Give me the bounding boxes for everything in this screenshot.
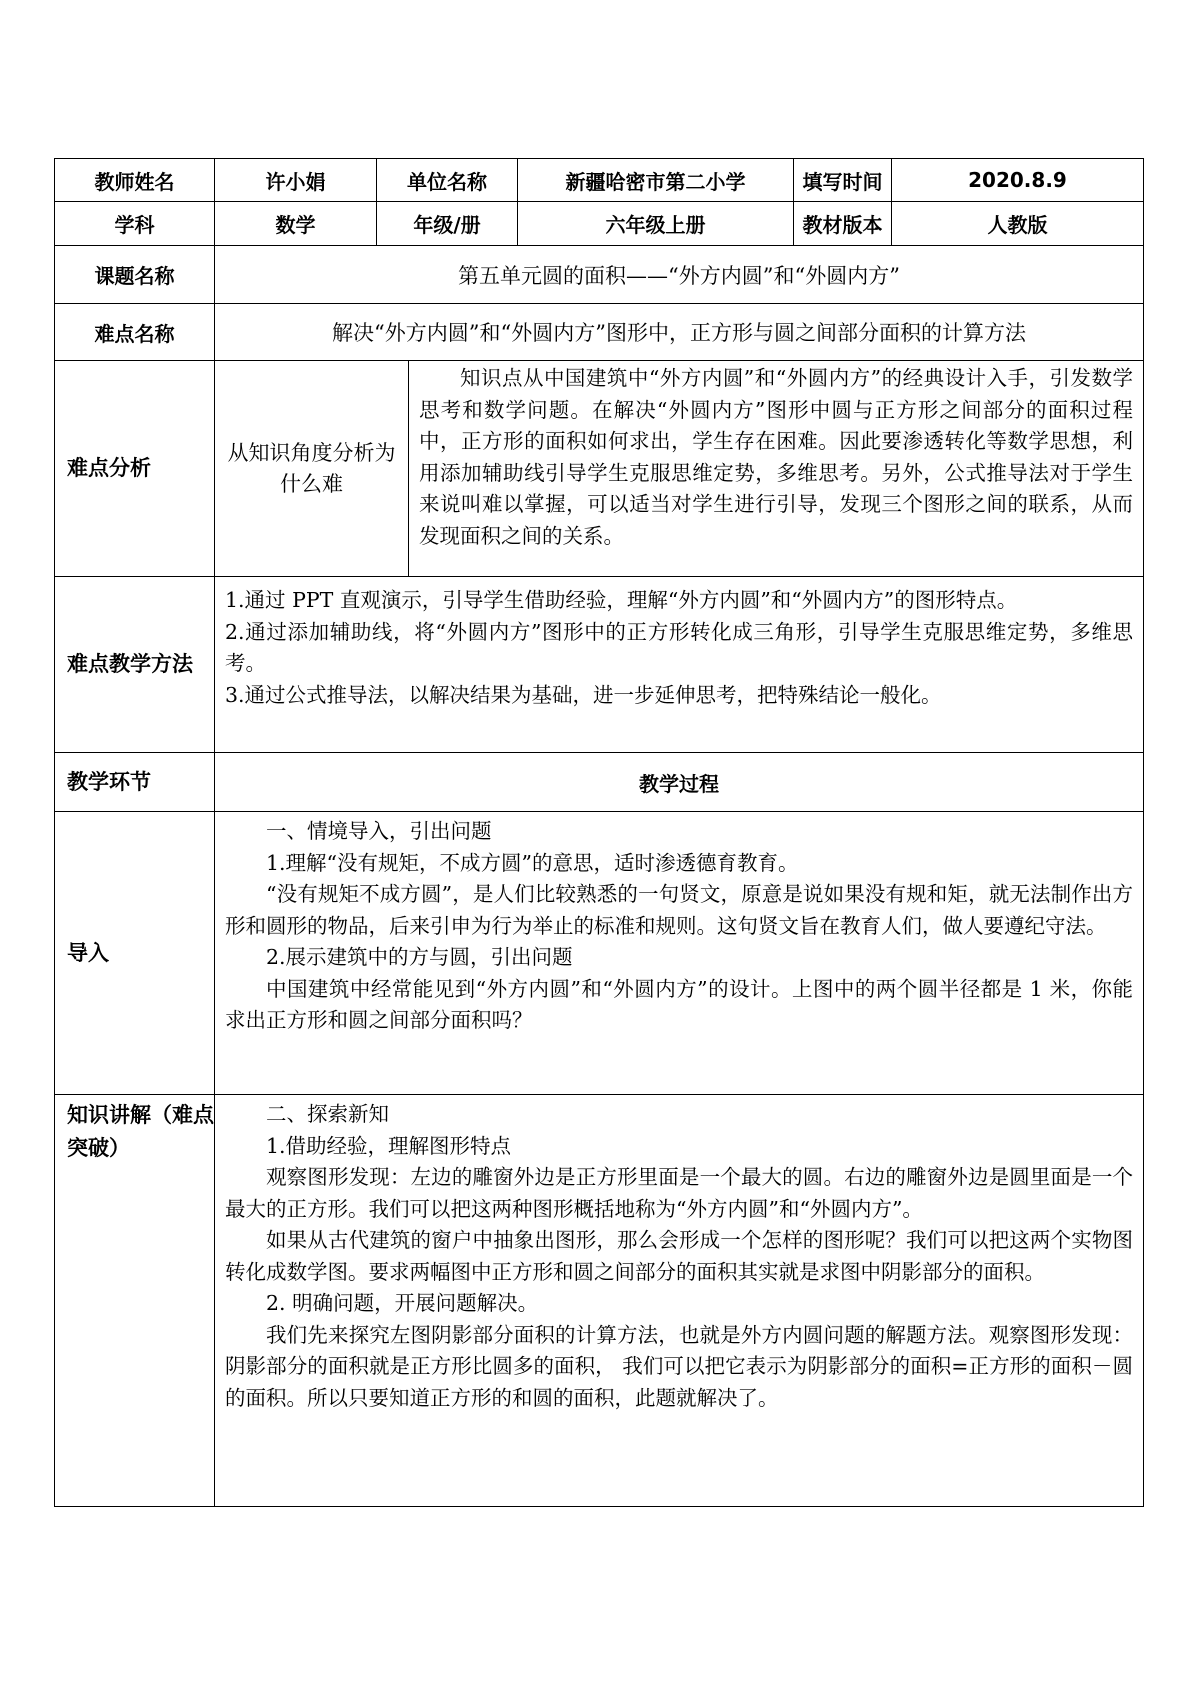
topic-row [55, 246, 1144, 304]
knowledge-paragraph: 如果从古代建筑的窗户中抽象出图形，那么会形成一个怎样的图形呢？我们可以把这两个实物图转化成数学图。要求两幅图中正方形和圆之间部分的面积其实就是求图中阴影部分的面积。 [225, 1228, 1133, 1284]
process-header-row [55, 753, 1144, 812]
method-item: 2.通过添加辅助线，将“外圆内方”图形中的正方形转化成三角形，引导学生克服思维定势，多维思考。 [225, 619, 1133, 675]
intro-row [55, 812, 1144, 1095]
teacher-name-label: 教师姓名 [55, 159, 215, 202]
knowledge-content [215, 1095, 1144, 1507]
stage-header-label: 教学环节 [55, 753, 215, 812]
method-item: 1.通过 PPT 直观演示，引导学生借助经验，理解“外方内圆”和“外圆内方”的图形特点。 [225, 588, 1018, 612]
knowledge-paragraph: 观察图形发现：左边的雕窗外边是正方形里面是一个最大的圆。右边的雕窗外边是圆里面是一个最大的正方形。我们可以把这两种图形概括地称为“外方内圆”和“外圆内方”。 [225, 1165, 1133, 1221]
analysis-text-cell [409, 361, 1144, 577]
header-row-2 [55, 202, 1144, 246]
subject-label: 学科 [55, 202, 215, 246]
teacher-name-value: 许小娟 [215, 159, 377, 202]
intro-paragraph: 中国建筑中经常能见到“外方内圆”和“外圆内方”的设计。上图中的两个圆半径都是 1 米，你能求出正方形和圆之间部分面积吗？ [225, 976, 1133, 1032]
edition-label: 教材版本 [794, 202, 892, 246]
topic-value: 第五单元圆的面积——“外方内圆”和“外圆内方” [215, 246, 1144, 304]
difficulty-value: 解决“外方内圆”和“外圆内方”图形中，正方形与圆之间部分面积的计算方法 [215, 304, 1144, 361]
method-row [55, 577, 1144, 753]
knowledge-label: 知识讲解（难点突破） [55, 1095, 215, 1507]
knowledge-paragraph: 1.借助经验，理解图形特点 [266, 1133, 512, 1158]
unit-name-value: 新疆哈密市第二小学 [518, 159, 794, 202]
difficulty-row [55, 304, 1144, 361]
difficulty-label: 难点名称 [55, 304, 215, 361]
method-label: 难点教学方法 [55, 577, 215, 753]
intro-content [215, 812, 1144, 1095]
analysis-text: 知识点从中国建筑中“外方内圆”和“外圆内方”的经典设计入手，引发数学思考和数学问题。在解决“外圆内方”图形中圆与正方形之间部分的面积过程中，正方形的面积如何求出，学生存在困难。因此要渗透转化等数学思想，利用添加辅助线引导学生克服思维定势，多维思考。另外，公式推导法对于学生来说叫难以掌握，可以适当对学生进行引导，发现三个图形之间的联系，从而发现面积之间的关系。 [419, 366, 1133, 548]
knowledge-paragraph: 2. 明确问题，开展问题解决。 [266, 1291, 539, 1315]
method-list [215, 577, 1144, 753]
header-row-1 [55, 159, 1144, 202]
fill-date-value: 2020.8.9 [892, 159, 1144, 202]
subject-value: 数学 [215, 202, 377, 246]
analysis-sub-label: 从知识角度分析为什么难 [215, 361, 409, 577]
grade-label: 年级/册 [377, 202, 518, 246]
analysis-row [55, 361, 1144, 577]
analysis-label: 难点分析 [55, 361, 215, 577]
intro-paragraph: 1.理解“没有规矩，不成方圆”的意思，适时渗透德育教育。 [266, 850, 799, 875]
knowledge-row [55, 1095, 1144, 1507]
edition-value: 人教版 [892, 202, 1144, 246]
intro-label: 导入 [55, 812, 215, 1095]
grade-value: 六年级上册 [518, 202, 794, 246]
intro-paragraph: “没有规矩不成方圆”，是人们比较熟悉的一句贤文，原意是说如果没有规和矩，就无法制作出方形和圆形的物品，后来引申为行为举止的标准和规则。这句贤文旨在教育人们，做人要遵纪守法。 [225, 882, 1133, 938]
process-header-label: 教学过程 [215, 753, 1144, 812]
knowledge-paragraph: 我们先来探究左图阴影部分面积的计算方法，也就是外方内圆问题的解题方法。观察图形发现：阴影部分的面积就是正方形比圆多的面积， 我们可以把它表示为阴影部分的面积=正方形的面积－圆的面积。所以只要知道正方形的和圆的面积，此题就解决了。 [225, 1322, 1133, 1410]
intro-paragraph: 一、情境导入，引出问题 [266, 819, 492, 843]
fill-date-label: 填写时间 [794, 159, 892, 202]
unit-name-label: 单位名称 [377, 159, 518, 202]
intro-paragraph: 2.展示建筑中的方与圆，引出问题 [266, 945, 573, 969]
topic-label: 课题名称 [55, 246, 215, 304]
lesson-plan-table [54, 158, 1144, 1507]
knowledge-paragraph: 二、探索新知 [266, 1102, 389, 1126]
method-item: 3.通过公式推导法，以解决结果为基础，进一步延伸思考，把特殊结论一般化。 [225, 682, 942, 707]
